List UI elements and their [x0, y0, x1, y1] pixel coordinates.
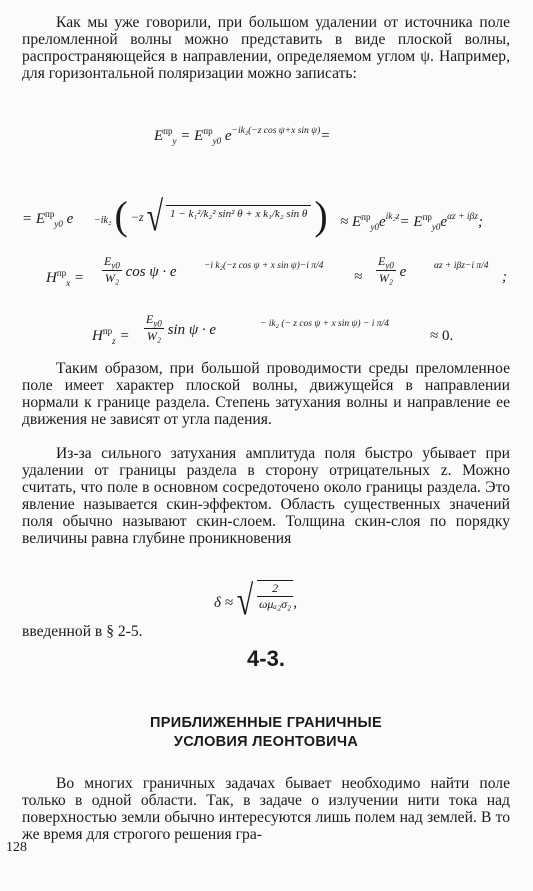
frac-num: 2	[257, 581, 293, 597]
eq-text: ;	[477, 214, 483, 230]
eq-fraction	[257, 580, 293, 612]
eq-sup: пр	[56, 268, 67, 278]
eq-exponent: αz + iβz	[447, 212, 478, 222]
section-title-line-1: ПРИБЛИЖЕННЫЕ ГРАНИЧНЫЕ	[150, 715, 382, 731]
eq-sub: y0	[54, 219, 63, 229]
paragraph-skin-effect: Из-за сильного затухания амплитуда поля быстро убывает при удалении от границы раздела в сторону отрицательных z. Можно считать, что поле в основном сосредоточено около границы раздела. Это явление называется скин-эффектом. Область существенных значений поля обычно называют скин-слоем. Толщина скин-слоя по порядку величины равна глубине проникновения	[22, 445, 510, 547]
eq-sub: x	[66, 278, 71, 288]
eq-fraction	[376, 254, 396, 286]
eq-sup: пр	[102, 326, 113, 336]
eq-sup: пр	[45, 209, 55, 219]
eq-sup: пр	[361, 212, 371, 222]
eq-text: ≈ 0.	[430, 328, 454, 344]
eq-text: sin ψ · e	[167, 321, 217, 338]
eq-exponent: −i k₂(−z cos ψ + x sin ψ)−i π/4	[204, 261, 324, 271]
eq-sub: y0	[153, 318, 162, 329]
eq-sup: пр	[422, 212, 432, 222]
frac-num: E	[146, 312, 154, 326]
eq-text: ≈ E	[340, 214, 362, 230]
eq-sub: y	[172, 136, 177, 146]
eq-text: = E	[180, 128, 204, 144]
eq-text: cos ψ · e	[125, 263, 177, 280]
eq-text: ,	[293, 595, 297, 612]
eq-exponent: −ik₂(−z cos ψ+x sin ψ)	[231, 126, 321, 136]
frac-num: E	[104, 254, 112, 268]
eq-text: ≈	[354, 269, 363, 285]
eq-text: = E	[399, 214, 423, 230]
frac-num: E	[378, 254, 386, 268]
frac-den: W₂	[146, 329, 161, 344]
eq-sup: пр	[203, 126, 213, 136]
eq-text: ;	[502, 269, 507, 285]
frac-den: W₂	[104, 271, 119, 286]
frac-den: ωμₐ₂σ₂	[258, 597, 292, 611]
frac-den: W₂	[378, 271, 393, 286]
eq-text: = E	[22, 211, 46, 227]
eq-sub: z	[112, 336, 116, 346]
eq-text: δ ≈	[214, 595, 233, 612]
eq-exponent: − ik₂ (− z cos ψ + x sin ψ) − i π/4	[260, 319, 389, 329]
section-number: 4-3.	[247, 646, 285, 671]
paragraph-boundary-problems: Во многих граничных задачах бывает необходимо найти поле только в одной области. Так, в задаче о излучении нити тока над поверхностью земли обычно интересуются лишь полем над землей. В то же время для строгого решения гра-	[22, 775, 510, 843]
paragraph-reference: введенной в § 2-5.	[22, 623, 143, 640]
section-title	[22, 714, 510, 752]
eq-sub: y0	[385, 260, 394, 271]
eq-fraction	[144, 312, 164, 344]
eq-symbol: E	[154, 128, 164, 144]
eq-sup: пр	[163, 126, 173, 136]
page-number: 128	[6, 840, 27, 855]
eq-sub: y0	[111, 260, 120, 271]
eq-sub: y0	[212, 136, 222, 146]
eq-sub: y0	[370, 222, 379, 232]
paragraph-conclusion: Таким образом, при большой проводимости среды преломленное поле имеет характер плоской волны, движущейся в направлении нормали к границе раздела. Степень затухания волны и направление ее движения не зависят от угла падения.	[22, 360, 510, 428]
equation-ey: $E^{пр}_y = E^{пр}_{y0}$ $e^{-ik_2(-z cos \psi+x sin \psi)}=$	[154, 126, 331, 146]
eq-fraction	[102, 254, 122, 286]
eq-symbol: H	[46, 270, 57, 286]
eq-sqrt: 1 − k₁²/k₂² sin² θ + x k₁/k₂ sin θ	[166, 205, 311, 220]
eq-symbol: H	[92, 328, 103, 344]
eq-exponent: αz + iβz−i π/4	[434, 261, 489, 271]
section-title-line-2: УСЛОВИЯ ЛЕОНТОВИЧА	[173, 734, 359, 750]
paragraph-intro: Как мы уже говорили, при большом удалении от источника поле преломленной волны можно представить в виде плоской волны, распространяющейся в направлении, определяемом углом ψ. Например, для горизонтальной поляризации можно записать:	[22, 14, 510, 82]
eq-exponent: ik₂z	[385, 212, 400, 222]
equation-delta: δ ≈ √ $\frac{2}{\text{ωμₐ₂σ₂}}$ ,	[214, 578, 297, 625]
eq-sub: y0	[431, 222, 441, 232]
